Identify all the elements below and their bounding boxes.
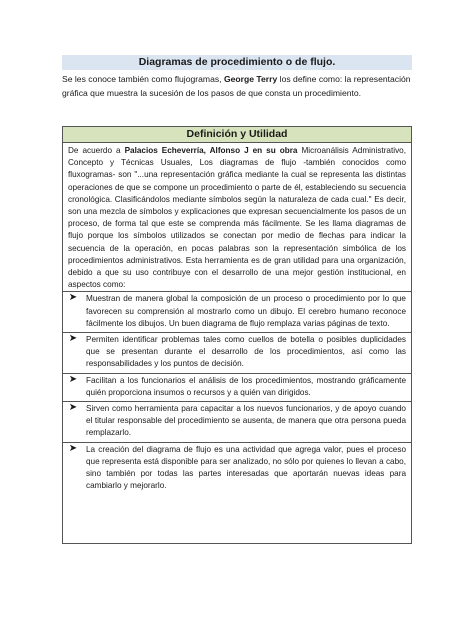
- list-item-text: Permiten identificar problemas tales como cuellos de botella o posibles duplicidades que se presentan durante el desarrollo de los procedimientos, así como las responsabilidades y los puntos de decisión.: [86, 335, 406, 369]
- arrowhead-bullet-icon: ➤: [68, 373, 78, 385]
- list-item: [63, 373, 411, 401]
- definition-paragraph: [63, 143, 411, 291]
- arrowhead-bullet-icon: ➤: [68, 333, 78, 345]
- definition-text-1: De acuerdo a: [68, 146, 125, 155]
- intro-text-1: Se les conoce también como flujogramas,: [62, 74, 224, 84]
- intro-author: George Terry: [223, 74, 278, 84]
- list-item-text: La creación del diagrama de flujo es una actividad que agrega valor, pues el proceso que representa está disponible para ser analizado, no sólo por quienes lo llevan a cabo, sino también por todas las partes interesadas que aportarán nuevas ideas para cambiarlo y mejorarlo.: [86, 444, 406, 491]
- list-item: [63, 332, 411, 373]
- list-item: [63, 291, 411, 332]
- intro-paragraph: [62, 73, 422, 100]
- arrowhead-bullet-icon: ➤: [68, 292, 78, 304]
- section-heading: Definición y Utilidad: [63, 127, 411, 143]
- definition-table: [62, 126, 412, 544]
- list-item: [63, 401, 411, 442]
- intro-text-2: los define como: la representación gráfica que muestra la sucesión de los pasos de que consta un procedimiento.: [62, 74, 411, 98]
- definition-text-2: Microanálisis Administrativo, Concepto y Técnicas Usuales, Los diagramas de flujo -también conocidos como fluxogramas- son "...una representación gráfica mediante la cual se representa las distintas operaciones de que se compone un procedimiento o parte de él, estableciendo su secuencia cronológica. Clasificándolos mediante símbolos según la naturaleza de cada cual." Es decir, son una mezcla de símbolos y explicaciones que expresan secuencialmente los pasos de un proceso, de forma tal que este se comprenda más fácilmente. Se les llama diagramas de flujo porque los símbolos utilizados se conectan por medio de flechas para indicar la secuencia de la operación, en pocas palabras son la representación simbólica de los procedimientos administrativos. Esta herramienta es de gran utilidad para una organización, debido a que su uso contribuye con el desarrollo de una mejor gestión institucional, en aspectos como:: [68, 146, 407, 290]
- arrowhead-bullet-icon: ➤: [68, 442, 78, 454]
- list-item-text: Sirven como herramienta para capacitar a los nuevos funcionarios, y de apoyo cuando el titular responsable del procedimiento se ausenta, de manera que otra persona pueda remplazarlo.: [86, 404, 406, 438]
- list-item: [63, 442, 411, 495]
- list-item-text: Facilitan a los funcionarios el análisis de los procedimientos, mostrando gráficamente quién proporciona insumos o recursos y a quién van dirigidos.: [86, 375, 406, 397]
- document-title: Diagramas de procedimiento o de flujo.: [62, 55, 412, 70]
- definition-source: Palacios Echeverría, Alfonso J en su obra: [124, 146, 298, 155]
- list-item-text: Muestran de manera global la composición de un proceso o procedimiento por lo que favorecen su comprensión al mostrarlo como un dibujo. El cerebro humano reconoce fácilmente los dibujos. Un buen diagrama de flujo remplaza varias páginas de texto.: [86, 294, 406, 328]
- arrowhead-bullet-icon: ➤: [68, 402, 78, 414]
